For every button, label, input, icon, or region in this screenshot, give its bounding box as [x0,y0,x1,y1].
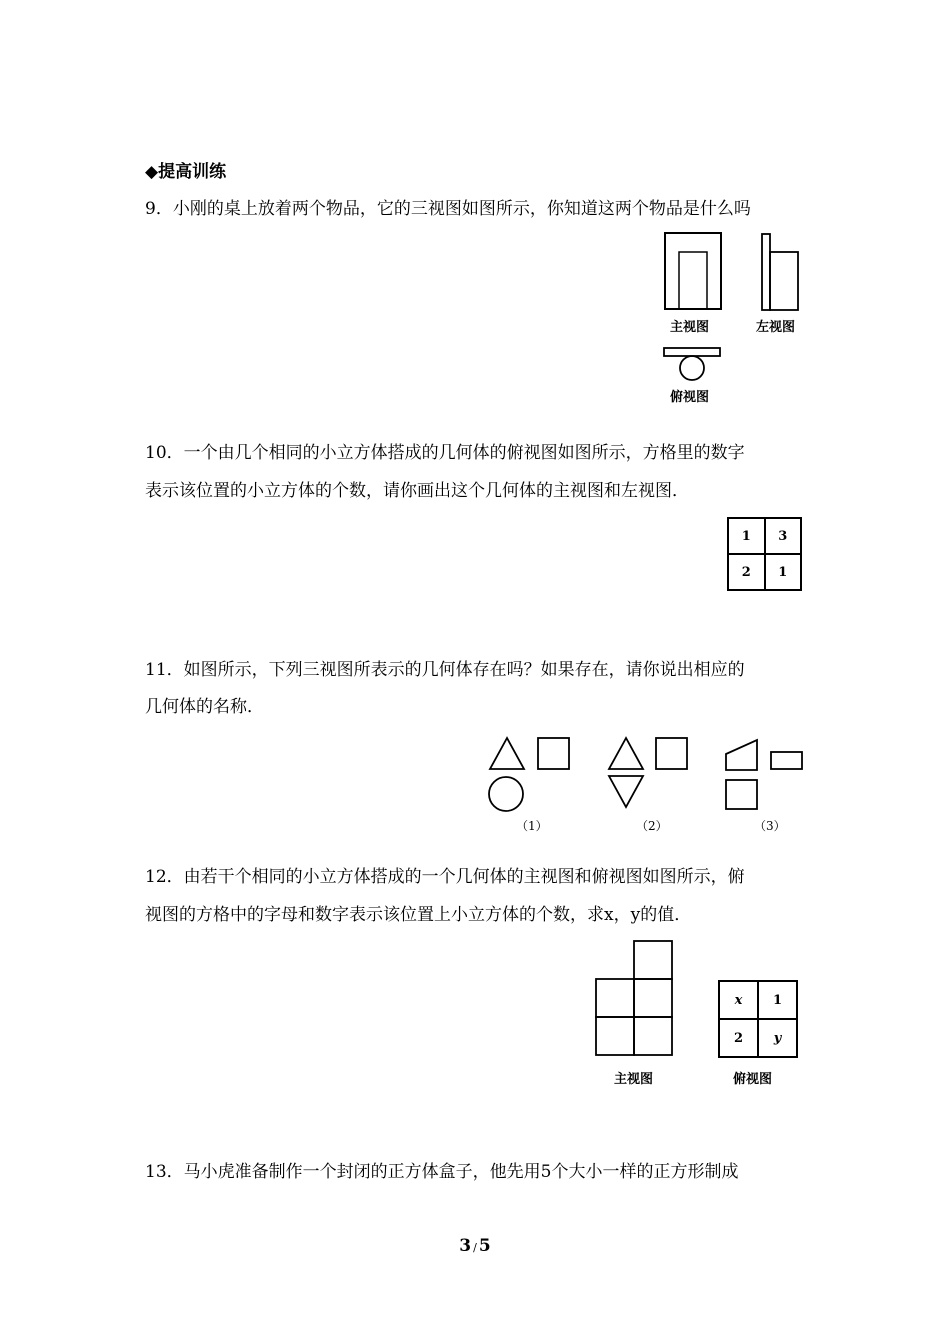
q9-front-inner-rect [679,252,707,309]
q11-3-rectangle [771,752,802,769]
q11-1-triangle [490,738,524,769]
q9-top-rect [664,348,720,356]
q12-grid-cell: 2 [719,1019,758,1057]
q9-label-front: 主视图 [670,320,710,335]
q11-2-square [656,738,687,769]
q12-label-front: 主视图 [614,1072,654,1087]
q10-grid-cell: 2 [728,554,765,590]
section-heading: ◆提高训练 [145,162,227,182]
q11-2-triangle-down [609,776,643,807]
q10-grid-cell: 3 [765,518,802,554]
q11-figure-2 [607,736,691,812]
q12-label-top: 俯视图 [733,1072,773,1087]
question-11-line2: 几何体的名称． [145,697,264,717]
q9-left-view-figure [760,233,802,313]
question-10-line2: 表示该位置的小立方体的个数，请你画出这个几何体的主视图和左视图． [145,481,689,501]
page-current: 3 [459,1236,472,1256]
q12-grid-cell: y [758,1019,797,1057]
q12-grid-cell: x [719,981,758,1019]
q10-grid-cell: 1 [765,554,802,590]
q11-3-trapezoid [726,740,757,770]
q11-2-triangle-up [609,738,643,769]
q11-figure-3 [724,738,808,814]
q12-front-cell [596,979,634,1017]
page-number [0,1236,950,1256]
q10-top-view-grid [727,517,802,591]
question-13-line1: 13．马小虎准备制作一个封闭的正方体盒子，他先用5个大小一样的正方形制成 [145,1162,739,1182]
q12-top-view-grid [718,980,798,1058]
q12-front-cell [634,979,672,1017]
q10-grid-cell: 1 [728,518,765,554]
q11-1-square [538,738,569,769]
q12-front-cell [634,1017,672,1055]
question-12-line1: 12．由若干个相同的小立方体搭成的一个几何体的主视图和俯视图如图所示，俯 [145,867,745,887]
q12-front-cell [596,1017,634,1055]
question-11-line1: 11．如图所示，下列三视图所表示的几何体存在吗？如果存在，请你说出相应的 [145,660,745,680]
page-separator: / [473,1241,477,1254]
q9-front-outer-rect [665,233,721,309]
question-10-line1: 10．一个由几个相同的小立方体搭成的几何体的俯视图如图所示，方格里的数字 [145,443,745,463]
q11-3-square [726,780,757,809]
q12-front-top-cell [634,941,672,979]
q9-top-circle [680,356,704,380]
q9-label-top: 俯视图 [670,390,710,405]
question-9-text: 9．小刚的桌上放着两个物品，它的三视图如图所示，你知道这两个物品是什么吗 [145,199,751,219]
q9-front-view-figure [664,232,724,312]
q11-figure-1 [488,736,572,816]
q11-caption-3: （3） [754,819,786,833]
q12-front-view-figure [594,939,676,1059]
q9-left-wide-rect [770,252,798,310]
page-total: 5 [478,1236,491,1256]
q9-top-view-figure [662,346,724,382]
q12-grid-cell: 1 [758,981,797,1019]
q11-caption-2: （2） [636,819,668,833]
q9-label-left: 左视图 [756,320,796,335]
question-12-line2: 视图的方格中的字母和数字表示该位置上小立方体的个数，求x，y的值． [145,905,692,925]
q9-left-thin-rect [762,234,770,310]
q11-1-circle [489,777,523,811]
q11-caption-1: （1） [516,819,548,833]
